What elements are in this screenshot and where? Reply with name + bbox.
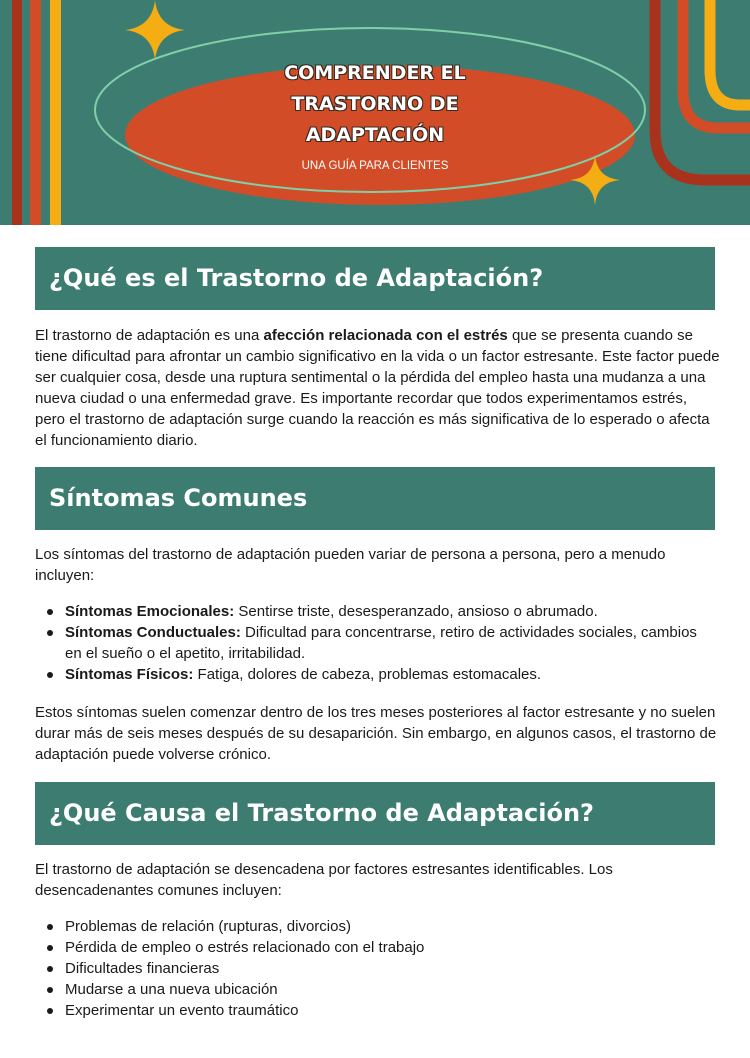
- list-item-text: Dificultad para concentrarse, retiro de actividades sociales, cambios en el sueño o el apetito, irritabilidad.: [65, 624, 697, 662]
- causes-intro: El trastorno de adaptación se desencadena por factores estresantes identificables. Los desencadenantes comunes incluyen:: [35, 861, 613, 899]
- section-heading-causes: ¿Qué Causa el Trastorno de Adaptación?: [35, 782, 715, 845]
- section-heading-symptoms: Síntomas Comunes: [35, 467, 715, 530]
- list-item: Problemas de relación (rupturas, divorcios): [35, 916, 715, 937]
- list-item-label: Síntomas Físicos:: [65, 666, 194, 683]
- symptoms-list: [35, 601, 715, 685]
- document-title: COMPRENDER EL TRASTORNO DE ADAPTACIÓN: [284, 62, 466, 146]
- paragraph-emphasis: afección relacionada con el estrés: [263, 327, 508, 344]
- list-item-text: Fatiga, dolores de cabeza, problemas estomacales.: [193, 666, 542, 683]
- list-item: [35, 664, 715, 685]
- list-item: Dificultades financieras: [35, 958, 715, 979]
- paragraph-text: El trastorno de adaptación es una: [35, 327, 264, 344]
- symptoms-intro: Los síntomas del trastorno de adaptación pueden variar de persona a persona, pero a menudo incluyen:: [35, 546, 666, 584]
- symptoms-outro: Estos síntomas suelen comenzar dentro de los tres meses posteriores al factor estresante y no suelen durar más de seis meses después de su desaparición. Sin embargo, en algunos casos, el trastorno de adaptación puede volverse crónico.: [35, 704, 717, 763]
- list-item: Experimentar un evento traumático: [35, 1000, 715, 1021]
- list-item: [35, 622, 715, 664]
- header-banner: [0, 0, 750, 225]
- list-item-text: Sentirse triste, desesperanzado, ansioso o abrumado.: [234, 603, 598, 620]
- list-item-label: Síntomas Conductuales:: [65, 624, 241, 641]
- document-subtitle: UNA GUÍA PARA CLIENTES: [301, 160, 449, 172]
- list-item: Pérdida de empleo o estrés relacionado con el trabajo: [35, 937, 715, 958]
- list-item-label: Síntomas Emocionales:: [65, 603, 235, 620]
- paragraph-text: que se presenta cuando se tiene dificultad para afrontar un cambio significativo en la vida o un factor estresante. Este factor puede ser cualquier cosa, desde una ruptura sentimental o la pérdida del empleo hasta una mudanza a una nueva ciudad o una enfermedad grave. Es importante recordar que todos experimentamos estrés, pero el trastorno de adaptación surge cuando la reacción es más significativa de lo esperado o afecta el funcionamiento diario.: [35, 327, 720, 449]
- section-paragraph-what-is: [35, 325, 720, 451]
- list-item: Mudarse a una nueva ubicación: [35, 979, 715, 1000]
- causes-list: [35, 916, 715, 1021]
- section-heading-what-is: ¿Qué es el Trastorno de Adaptación?: [35, 247, 715, 310]
- list-item: [35, 601, 715, 622]
